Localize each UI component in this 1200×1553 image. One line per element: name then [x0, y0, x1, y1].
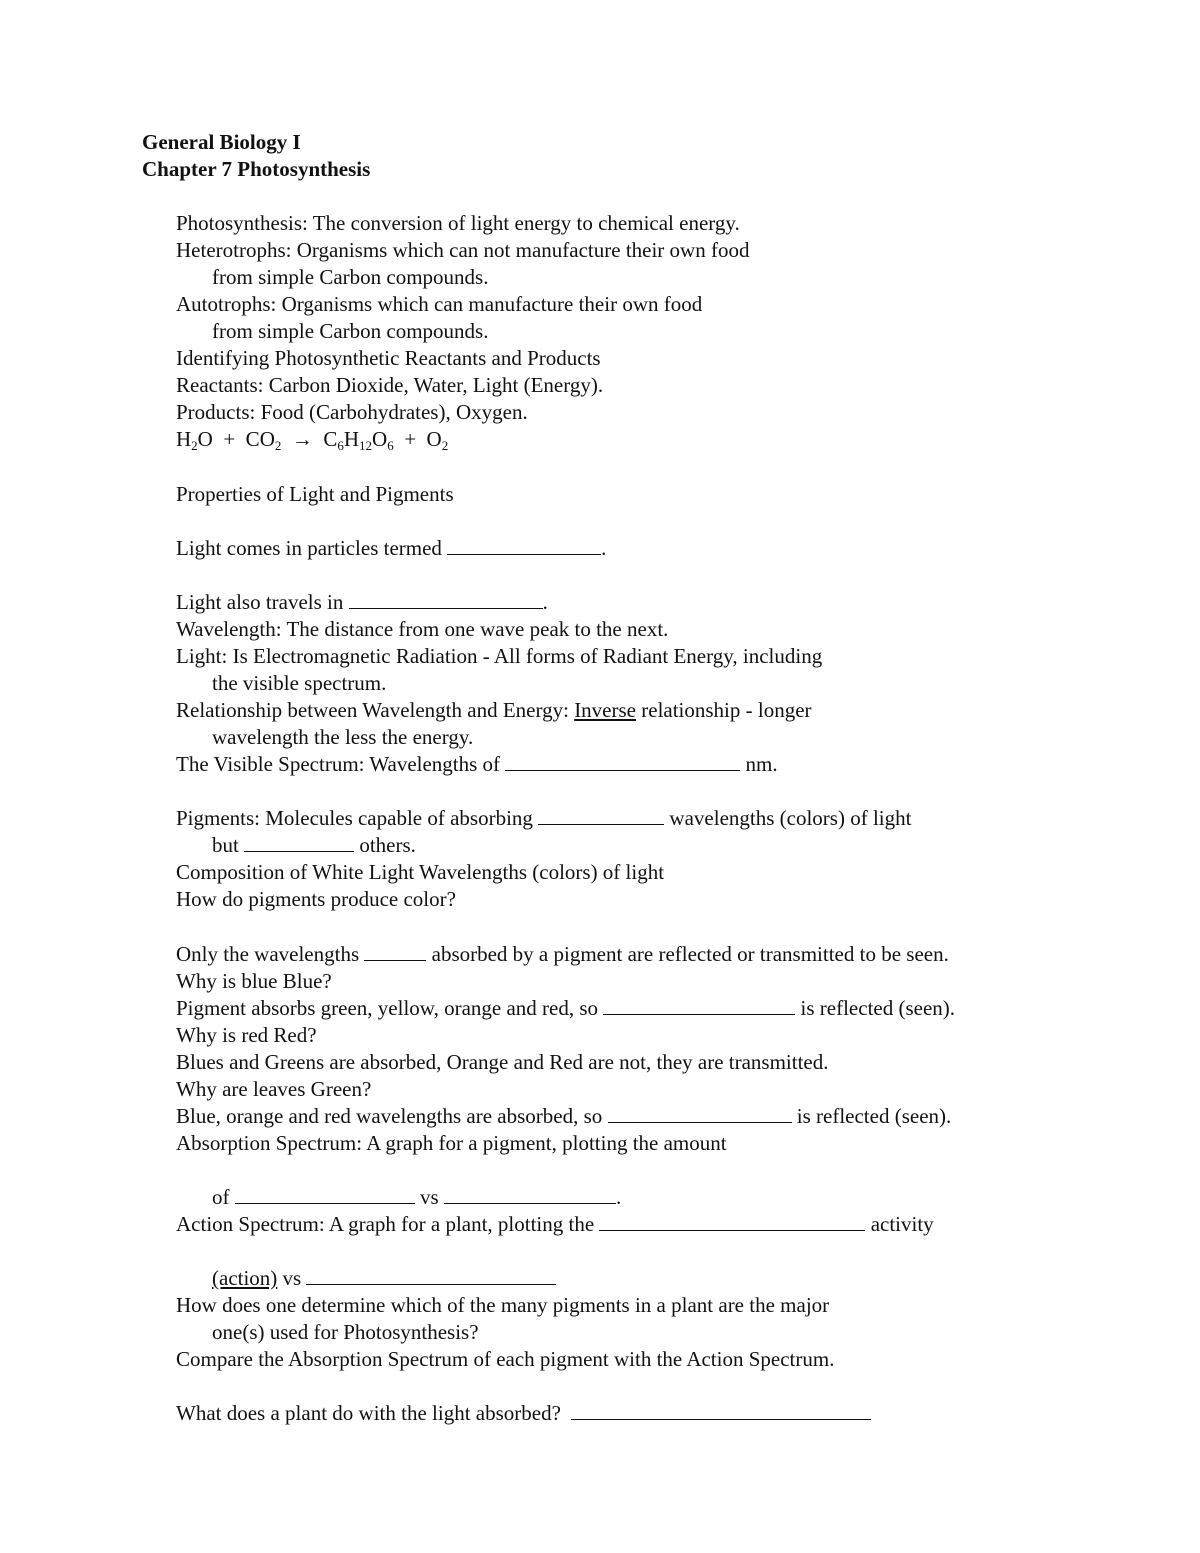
eq-plus-o: + O	[393, 427, 442, 451]
eq-arrow-c: → C	[281, 427, 338, 451]
visible-spectrum-line	[176, 751, 778, 778]
definition-photosynthesis: Photosynthesis: The conversion of light energy to chemical energy.	[176, 211, 740, 235]
blank-absorption-y[interactable]	[235, 1184, 415, 1204]
blank-blue[interactable]	[603, 995, 795, 1015]
of-text: of	[212, 1185, 235, 1209]
eq-sub-2: 2	[191, 438, 198, 453]
others-text: others.	[354, 833, 416, 857]
course-title: General Biology I	[142, 130, 301, 154]
why-green-question: Why are leaves Green?	[176, 1077, 372, 1101]
green-text: Blue, orange and red wavelengths are absorbed, so	[176, 1104, 608, 1128]
blank-action-activity[interactable]	[599, 1211, 865, 1231]
electromagnetic-cont: the visible spectrum.	[212, 671, 387, 695]
inverse-underlined: Inverse	[574, 698, 636, 722]
why-red-question: Why is red Red?	[176, 1023, 317, 1047]
eq-sub-6: 6	[337, 438, 344, 453]
relationship-text-end: relationship - longer	[636, 698, 812, 722]
eq-sub-2: 2	[441, 438, 449, 453]
blank-particles[interactable]	[447, 535, 601, 555]
absorption-spectrum-line: Absorption Spectrum: A graph for a pigment, plotting the amount	[176, 1131, 727, 1155]
only-text-end: absorbed by a pigment are reflected or transmitted to be seen.	[426, 942, 949, 966]
visible-spectrum-text: The Visible Spectrum: Wavelengths of	[176, 752, 506, 776]
determine-question: How does one determine which of the many pigments in a plant are the major	[176, 1293, 830, 1317]
action-underlined: (action)	[212, 1266, 278, 1290]
period: .	[542, 590, 548, 614]
blue-text-end: is reflected (seen).	[795, 996, 956, 1020]
definition-heterotrophs: Heterotrophs: Organisms which can not manufacture their own food	[176, 238, 750, 262]
composition-line: Composition of White Light Wavelengths (colors) of light	[176, 860, 665, 884]
nm-unit: nm.	[740, 752, 778, 776]
light-heading: Properties of Light and Pigments	[176, 482, 454, 506]
eq-sub-12: 12	[359, 438, 373, 453]
reactants-line: Reactants: Carbon Dioxide, Water, Light (Energy).	[176, 373, 604, 397]
what-does-plant-do-line	[176, 1400, 871, 1427]
relationship-text: Relationship between Wavelength and Energy:	[176, 698, 575, 722]
definition-autotrophs-cont: from simple Carbon compounds.	[212, 319, 489, 343]
light-particles-line	[176, 535, 606, 562]
electromagnetic-line: Light: Is Electromagnetic Radiation - All forms of Radiant Energy, including	[176, 644, 823, 668]
action-spectrum-line	[176, 1211, 934, 1238]
identifying-heading: Identifying Photosynthetic Reactants and Products	[176, 346, 601, 370]
only-text: Only the wavelengths	[176, 942, 365, 966]
eq-sub-2: 2	[274, 438, 282, 453]
how-color-question: How do pigments produce color?	[176, 887, 456, 911]
determine-question-cont: one(s) used for Photosynthesis?	[212, 1320, 479, 1344]
eq-o: O	[372, 427, 388, 451]
eq-o-plus-co: O + CO	[197, 427, 275, 451]
blank-absorption-x[interactable]	[444, 1184, 616, 1204]
activity-text: activity	[865, 1212, 934, 1236]
eq-h: H	[176, 427, 192, 451]
period: .	[601, 536, 607, 560]
green-answer-line	[176, 1103, 951, 1130]
relationship-line	[176, 697, 812, 724]
pigments-line	[176, 805, 911, 832]
definition-autotrophs: Autotrophs: Organisms which can manufacture their own food	[176, 292, 703, 316]
products-line: Products: Food (Carbohydrates), Oxygen.	[176, 400, 528, 424]
blue-answer-line	[176, 995, 955, 1022]
but-text: but	[212, 833, 245, 857]
light-waves-text: Light also travels in	[176, 590, 349, 614]
blank-green[interactable]	[608, 1103, 792, 1123]
why-blue-question: Why is blue Blue?	[176, 969, 332, 993]
blank-action-x[interactable]	[306, 1265, 556, 1285]
action-spectrum-cont	[212, 1265, 556, 1292]
blue-text: Pigment absorbs green, yellow, orange and red, so	[176, 996, 604, 1020]
chemical-equation	[176, 426, 448, 453]
action-text: Action Spectrum: A graph for a plant, plotting the	[176, 1212, 600, 1236]
blank-not[interactable]	[364, 941, 426, 961]
vs-text: vs	[414, 1185, 444, 1209]
pigments-text-end: wavelengths (colors) of light	[664, 806, 912, 830]
green-text-end: is reflected (seen).	[791, 1104, 952, 1128]
period: .	[615, 1185, 622, 1209]
blank-waves[interactable]	[349, 589, 543, 609]
only-wavelengths-line	[176, 941, 949, 968]
wavelength-definition: Wavelength: The distance from one wave peak to the next.	[176, 617, 669, 641]
eq-sub-6: 6	[387, 438, 394, 453]
blank-visible-range[interactable]	[505, 751, 740, 771]
blank-absorbing[interactable]	[538, 805, 664, 825]
compare-answer: Compare the Absorption Spectrum of each pigment with the Action Spectrum.	[176, 1347, 835, 1371]
vs-text: vs	[277, 1266, 307, 1290]
light-waves-line	[176, 589, 548, 616]
red-answer-line: Blues and Greens are absorbed, Orange and Red are not, they are transmitted.	[176, 1050, 829, 1074]
definition-heterotrophs-cont: from simple Carbon compounds.	[212, 265, 489, 289]
absorption-spectrum-cont	[212, 1184, 621, 1211]
relationship-cont: wavelength the less the energy.	[212, 725, 474, 749]
chapter-title: Chapter 7 Photosynthesis	[142, 157, 371, 181]
pigments-text: Pigments: Molecules capable of absorbing	[176, 806, 539, 830]
eq-h2: H	[343, 427, 360, 451]
pigments-cont	[212, 832, 416, 859]
light-particles-text: Light comes in particles termed	[176, 536, 448, 560]
blank-light-absorbed[interactable]	[571, 1400, 871, 1420]
blank-others[interactable]	[244, 832, 354, 852]
what-text: What does a plant do with the light absorbed?	[176, 1401, 572, 1425]
